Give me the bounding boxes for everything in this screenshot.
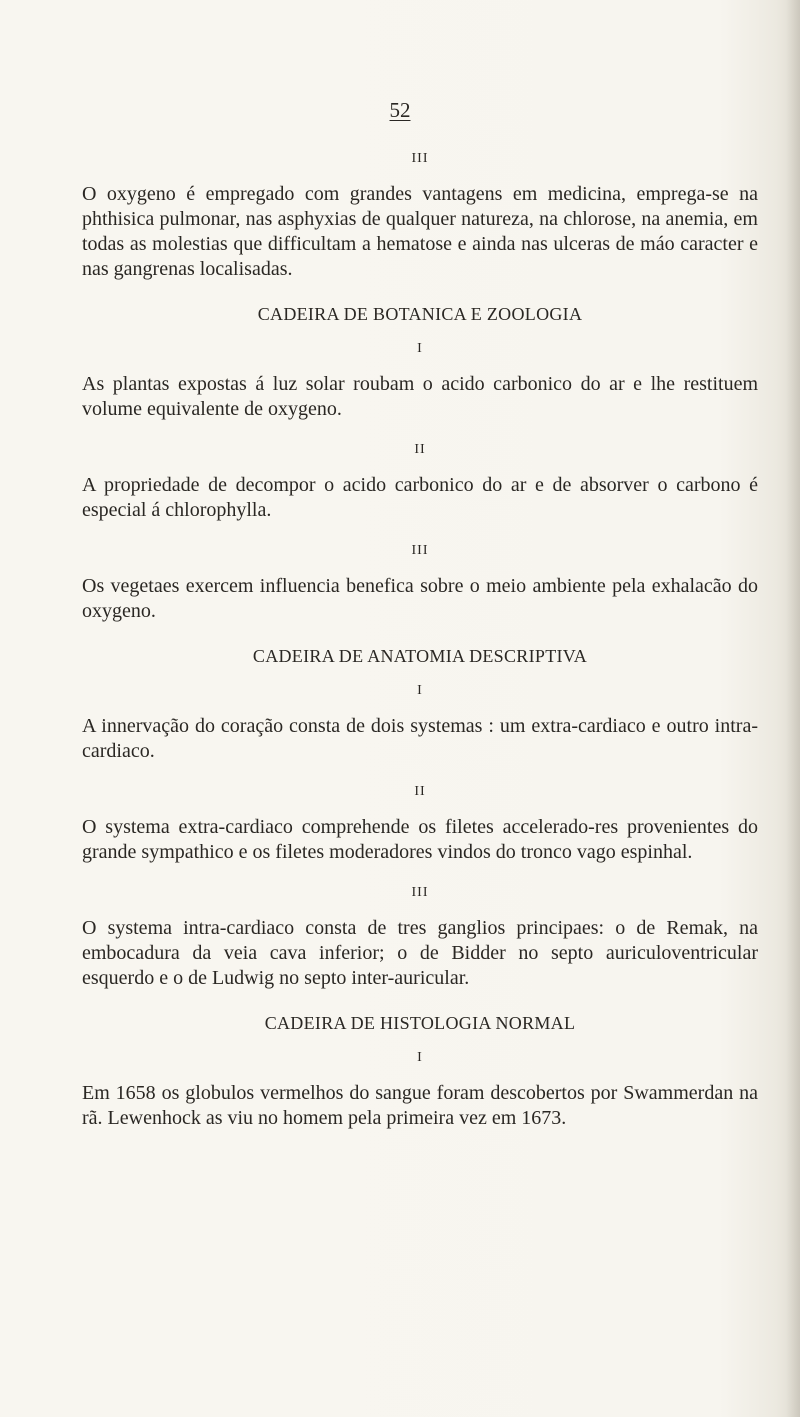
page-edge-shadow <box>786 0 800 1417</box>
section-histologia-normal <box>82 1011 758 1131</box>
item-paragraph: A propriedade de decompor o acido carbonico do ar e de absorver o carbono é especial á chlorophylla. <box>82 474 758 521</box>
section-botanica-zoologia <box>82 302 758 624</box>
item-numeral: III <box>411 151 429 166</box>
page-body <box>82 148 758 1131</box>
item-numeral: II <box>414 784 426 799</box>
page-number: 52 <box>389 98 411 122</box>
section-continuation <box>82 148 758 282</box>
item-numeral: I <box>417 341 423 356</box>
item-numeral: III <box>411 543 429 558</box>
section-heading: CADEIRA DE ANATOMIA DESCRIPTIVA <box>252 646 588 666</box>
item-paragraph: Os vegetaes exercem influencia benefica sobre o meio ambiente pela exhalacão do oxygeno. <box>82 575 758 622</box>
item-numeral: I <box>417 1050 423 1065</box>
item-numeral: I <box>417 683 423 698</box>
section-heading: CADEIRA DE HISTOLOGIA NORMAL <box>264 1013 576 1033</box>
item-numeral: II <box>414 442 426 457</box>
item-numeral: III <box>411 885 429 900</box>
item-paragraph: O oxygeno é empregado com grandes vantagens em medicina, emprega-se na phthisica pulmonar, nas asphyxias de qualquer natureza, na chlorose, na anemia, em todas as molestias que difficultam a hematose e ainda nas ulceras de máo caracter e nas gangrenas localisadas. <box>82 183 758 280</box>
section-heading: CADEIRA DE BOTANICA E ZOOLOGIA <box>257 304 583 324</box>
item-paragraph: O systema intra-cardiaco consta de tres ganglios principaes: o de Remak, na embocadura da veia cava inferior; o de Bidder no septo auriculoventricular esquerdo e o de Ludwig no septo inter-auricular. <box>82 917 758 989</box>
item-paragraph: O systema extra-cardiaco comprehende os filetes accelerado-res provenientes do grande sympathico e os filetes moderadores vindos do tronco vago espinhal. <box>82 816 758 863</box>
item-paragraph: As plantas expostas á luz solar roubam o acido carbonico do ar e lhe restituem volume equivalente de oxygeno. <box>82 373 758 420</box>
item-paragraph: A innervação do coração consta de dois systemas : um extra-cardiaco e outro intra-cardiaco. <box>82 715 758 762</box>
section-anatomia-descriptiva <box>82 644 758 991</box>
item-paragraph: Em 1658 os globulos vermelhos do sangue foram descobertos por Swammerdan na rã. Lewenhock as viu no homem pela primeira vez em 1673. <box>82 1082 758 1129</box>
